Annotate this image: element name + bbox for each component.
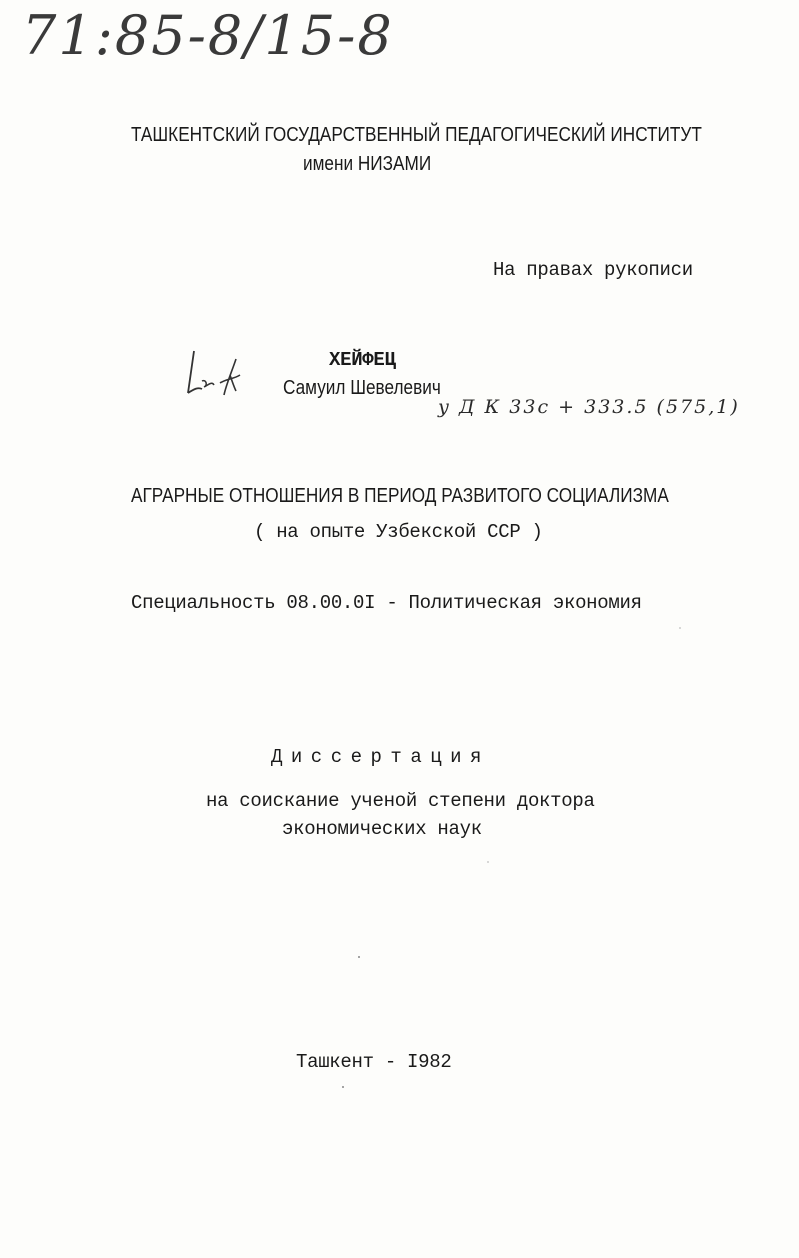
work-type-label: Диссертация [271,746,490,768]
specialty-line: Специальность 08.00.0I - Политическая экономия [131,592,642,614]
handwritten-shelf-mark: 71:85-8/15-8 [22,4,394,67]
rights-note: На правах рукописи [493,259,693,281]
scan-speck [487,861,489,863]
handwritten-udc-note: у Д К 33с + 333.5 (575,1) [438,396,740,418]
scan-speck [342,1086,344,1088]
place-and-year: Ташкент - I982 [296,1051,452,1073]
degree-purpose-line1: на соискание ученой степени доктора [206,790,595,812]
handwritten-signature [180,345,250,405]
scan-speck [358,956,360,958]
author-surname: ХЕЙФЕЦ [329,349,396,371]
scan-speck [679,627,681,629]
dissertation-title: АГРАРНЫЕ ОТНОШЕНИЯ В ПЕРИОД РАЗВИТОГО СОЦИАЛИЗМА [131,485,669,507]
dissertation-subtitle: ( на опыте Узбекской ССР ) [254,521,543,543]
institute-named-after: имени НИЗАМИ [303,153,432,175]
author-given-names: Самуил Шевелевич [283,377,441,399]
degree-purpose-line2: экономических наук [282,818,482,840]
institute-name: ТАШКЕНТСКИЙ ГОСУДАРСТВЕННЫЙ ПЕДАГОГИЧЕСКИЙ ИНСТИТУТ [131,124,702,146]
